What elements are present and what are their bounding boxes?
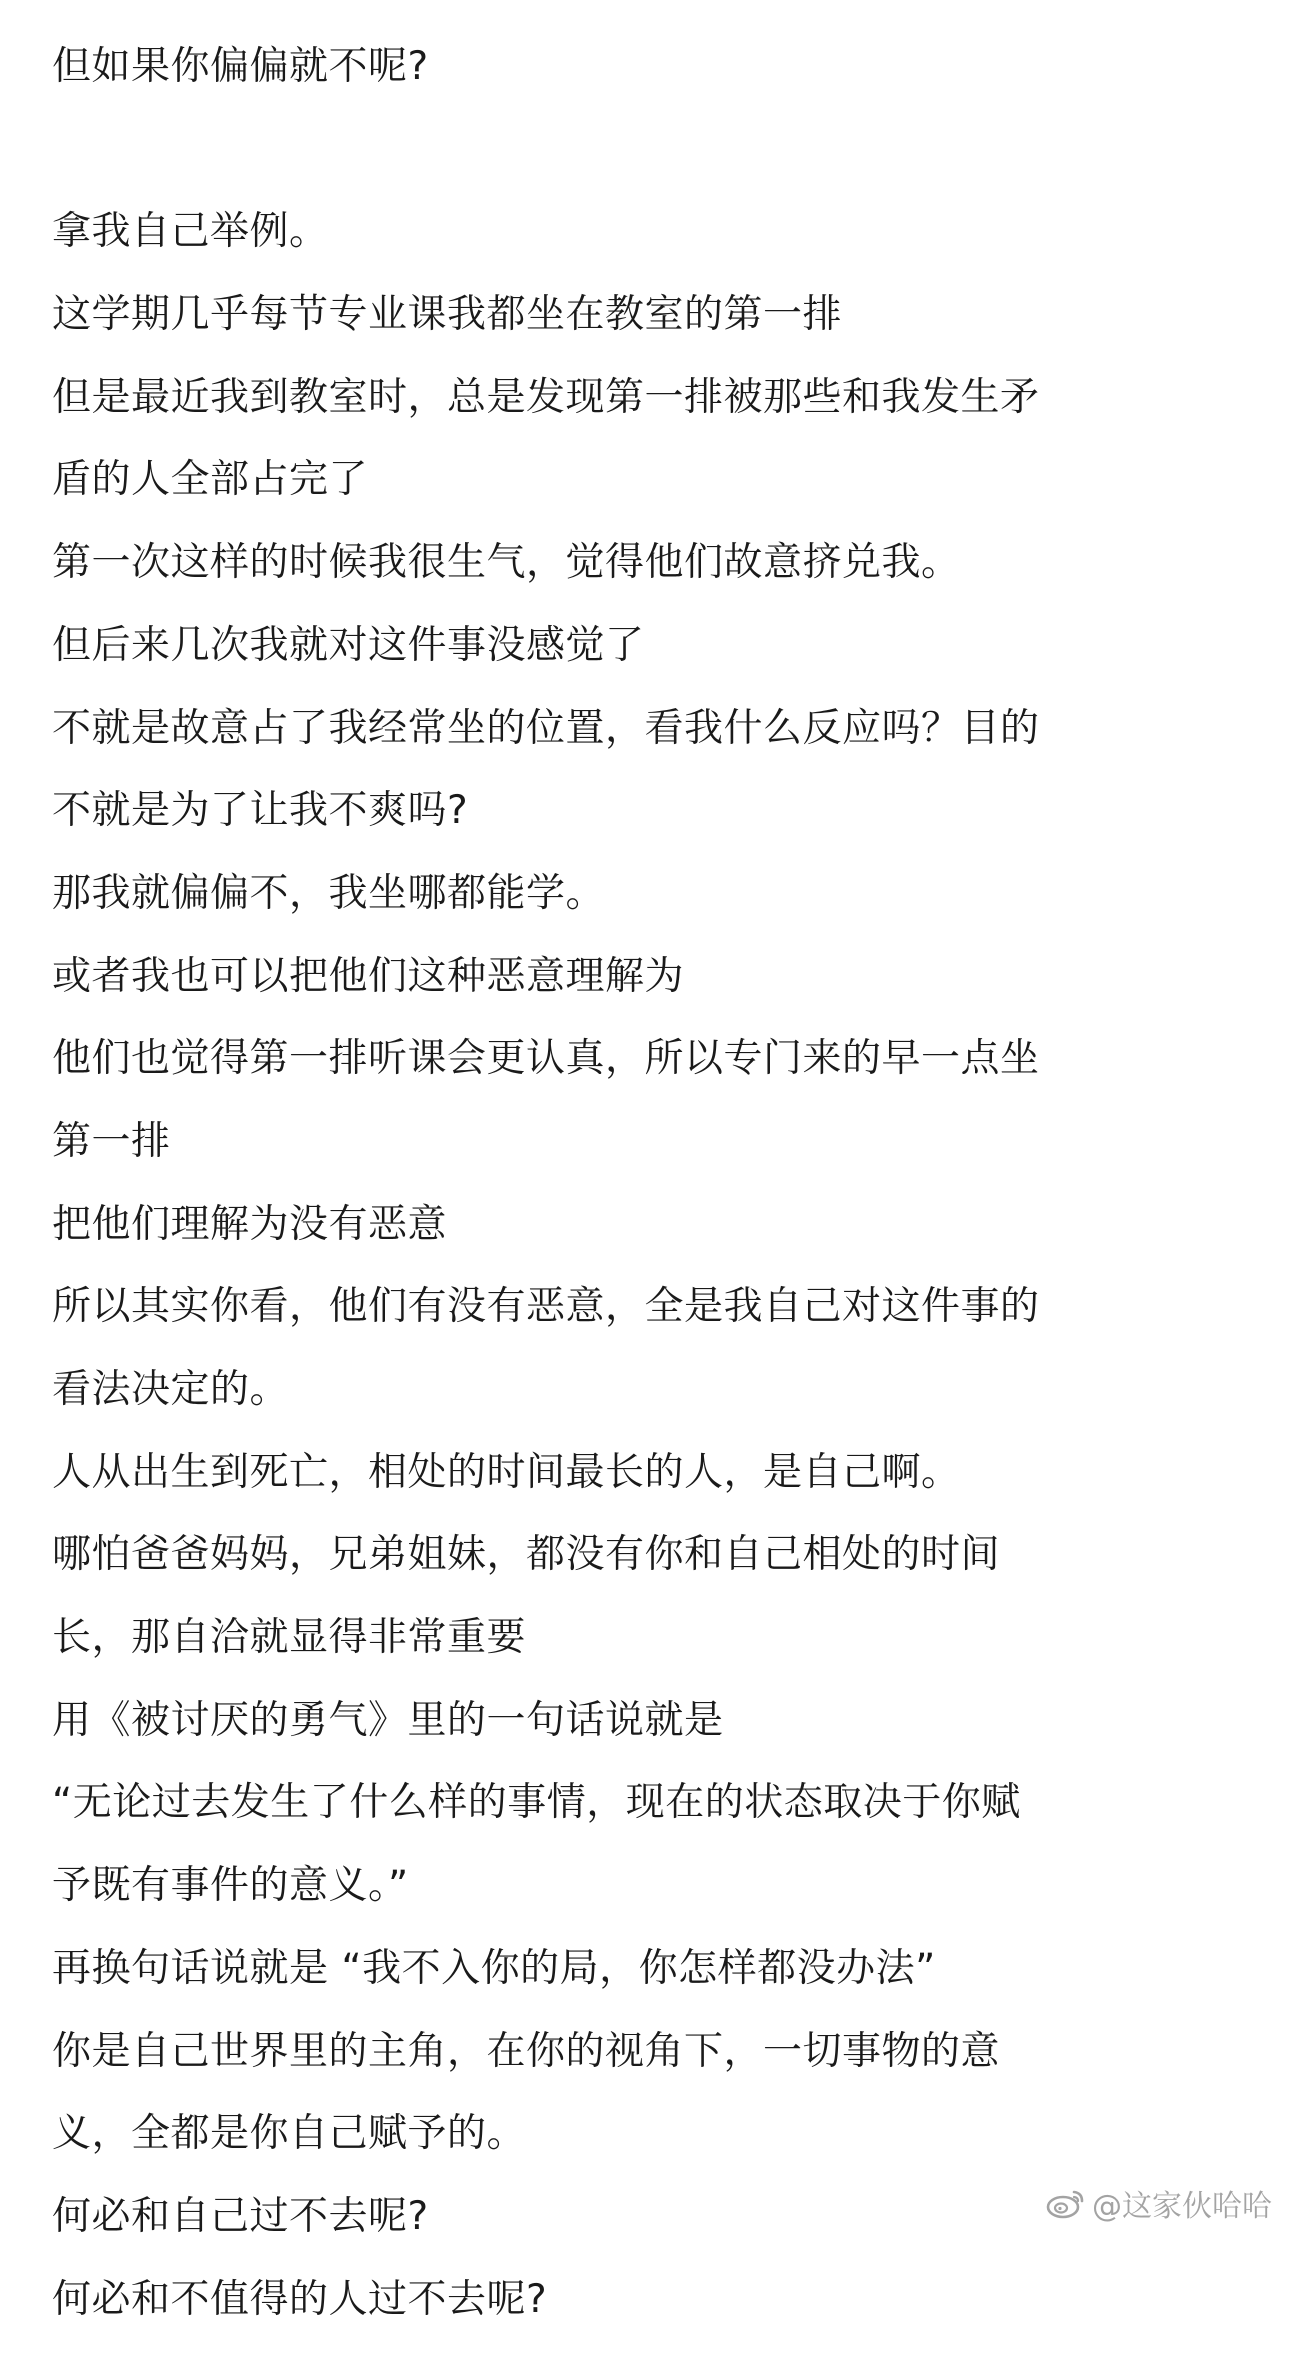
text-line: 拿我自己举例。 bbox=[52, 209, 329, 255]
text-line: “无论过去发生了什么样的事情，现在的状态取决于你赋 bbox=[52, 1780, 1021, 1826]
text-line: 他们也觉得第一排听课会更认真，所以专门来的早一点坐 bbox=[52, 1036, 1040, 1082]
text-line: 第一次这样的时候我很生气，觉得他们故意挤兑我。 bbox=[52, 540, 961, 586]
weibo-icon bbox=[1046, 2186, 1086, 2220]
text-line: 但后来几次我就对这件事没感觉了 bbox=[52, 622, 645, 668]
text-line: 把他们理解为没有恶意 bbox=[52, 1201, 448, 1247]
text-line: 予既有事件的意义。” bbox=[52, 1863, 409, 1909]
text-line: 义，全都是你自己赋予的。 bbox=[52, 2111, 527, 2157]
text-line: 看法决定的。 bbox=[52, 1367, 290, 1412]
text-line: 或者我也可以把他们这种恶意理解为 bbox=[52, 953, 685, 999]
text-line: 不就是为了让我不爽吗? bbox=[52, 788, 469, 834]
text-line: 这学期几乎每节专业课我都坐在教室的第一排 bbox=[52, 292, 843, 338]
blank-line bbox=[52, 123, 1252, 177]
text-line: 哪怕爸爸妈妈，兄弟姐妹，都没有你和自己相处的时间 bbox=[52, 1532, 1001, 1578]
text-line: 那我就偏偏不，我坐哪都能学。 bbox=[52, 870, 606, 916]
text-line: 何必和自己过不去呢? bbox=[52, 2193, 429, 2239]
text-line: 长，那自洽就显得非常重要 bbox=[52, 1615, 527, 1661]
text-line: 第一排 bbox=[52, 1118, 171, 1164]
text-line: 何必和不值得的人过不去呢? bbox=[52, 2276, 548, 2322]
text-line: 但是最近我到教室时，总是发现第一排被那些和我发生矛 bbox=[52, 374, 1040, 420]
watermark-text: @这家伙哈哈 bbox=[1092, 2189, 1272, 2224]
text-line: 所以其实你看，他们有没有恶意，全是我自己对这件事的 bbox=[52, 1284, 1040, 1330]
text-line: 你是自己世界里的主角，在你的视角下，一切事物的意 bbox=[52, 2028, 1001, 2074]
text-line: 盾的人全部占完了 bbox=[52, 457, 369, 503]
text-line: 用《被讨厌的勇气》里的一句话说就是 bbox=[52, 1697, 724, 1743]
text-line: 人从出生到死亡，相处的时间最长的人，是自己啊。 bbox=[52, 1449, 961, 1495]
text-line: 不就是故意占了我经常坐的位置，看我什么反应吗？目的 bbox=[52, 705, 1040, 751]
article-body bbox=[52, 40, 1252, 2355]
weibo-watermark bbox=[1046, 2185, 1272, 2224]
text-line: 但如果你偏偏就不呢? bbox=[52, 44, 429, 89]
text-line: 再换句话说就是 “我不入你的局，你怎样都没办法” bbox=[52, 1945, 936, 1991]
